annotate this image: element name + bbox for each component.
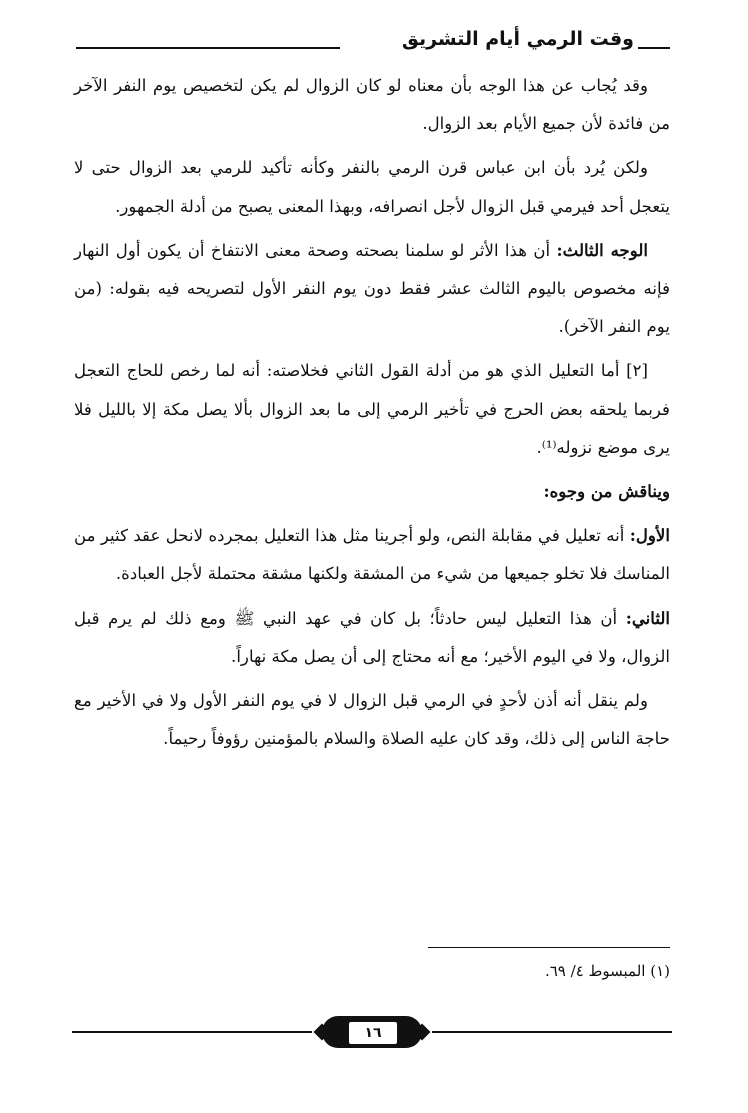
paragraph-2: ولكن يُرد بأن ابن عباس قرن الرمي بالنفر وكأنه تأكيد للرمي بعد الزوال حتى لا يتعجل أحد فيرمي قبل الزوال لأجل انصرافه، وبهذا المعنى يصبح من أدلة الجمهور. [74,158,670,216]
paragraph-1: وقد يُجاب عن هذا الوجه بأن معناه لو كان الزوال لم يكن لتخصيص يوم النفر الآخر من فائدة لأن جميع الأيام بعد الزوال. [74,76,670,134]
paragraph-second: الثاني: أن هذا التعليل ليس حادثاً؛ بل كان في عهد النبي ﷺ ومع ذلك لم يرم قبل الزوال، ولا في اليوم الأخير؛ مع أنه محتاج إلى أن يصل مكة نهاراً. [74,607,670,666]
paragraph-reasoning: [٢] أما التعليل الذي هو من أدلة القول الثاني فخلاصته: أنه لما رخص للحاج التعجل فربما يلحقه بعض الحرج في تأخير الرمي إلى ما بعد الزوال بألا يصل مكة إلا بالليل فلا يرى موضع نزوله⁽¹⁾. [74,361,670,457]
paragraph-last: ولم ينقل أنه أذن لأحدٍ في الرمي قبل الزوال لا في يوم النفر الأول ولا في الأخير مع حاجة الناس إلى ذلك، وقد كان عليه الصلاة والسلام بالمؤمنين رؤوفاً رحيماً. [74,691,670,749]
header-title: وقت الرمي أيام التشريق [401,28,634,50]
page-footer [72,1012,672,1052]
page-body [74,66,670,763]
footer-rule-left [72,1031,312,1033]
subheading-discussion: ويناقش من وجوه: [543,481,670,502]
footnote-rule [428,947,670,948]
header-rule-right [638,47,670,49]
paragraph-third-aspect: الوجه الثالث: أن هذا الأثر لو سلمنا بصحته وصحة معنى الانتفاخ أن يكون أول النهار فإنه مخصوص باليوم الثالث عشر فقط دون يوم النفر الأول لتصريحه فيه بقوله: (من يوم النفر الآخر). [74,239,670,337]
page-number: ١٦ [348,1021,398,1045]
footnote: (١) المبسوط ٤/ ٦٩. [544,962,670,980]
footer-rule-right [432,1031,672,1033]
paragraph-first: الأول: أنه تعليل في مقابلة النص، ولو أجرينا مثل هذا التعليل بمجرده لانحل عقد كثير من المناسك فلا تخلو جميعها من شيء من المشقة ولكنها مشقة محتملة لأجل العبادة. [74,525,670,584]
running-header [76,28,670,58]
header-rule [76,47,340,49]
